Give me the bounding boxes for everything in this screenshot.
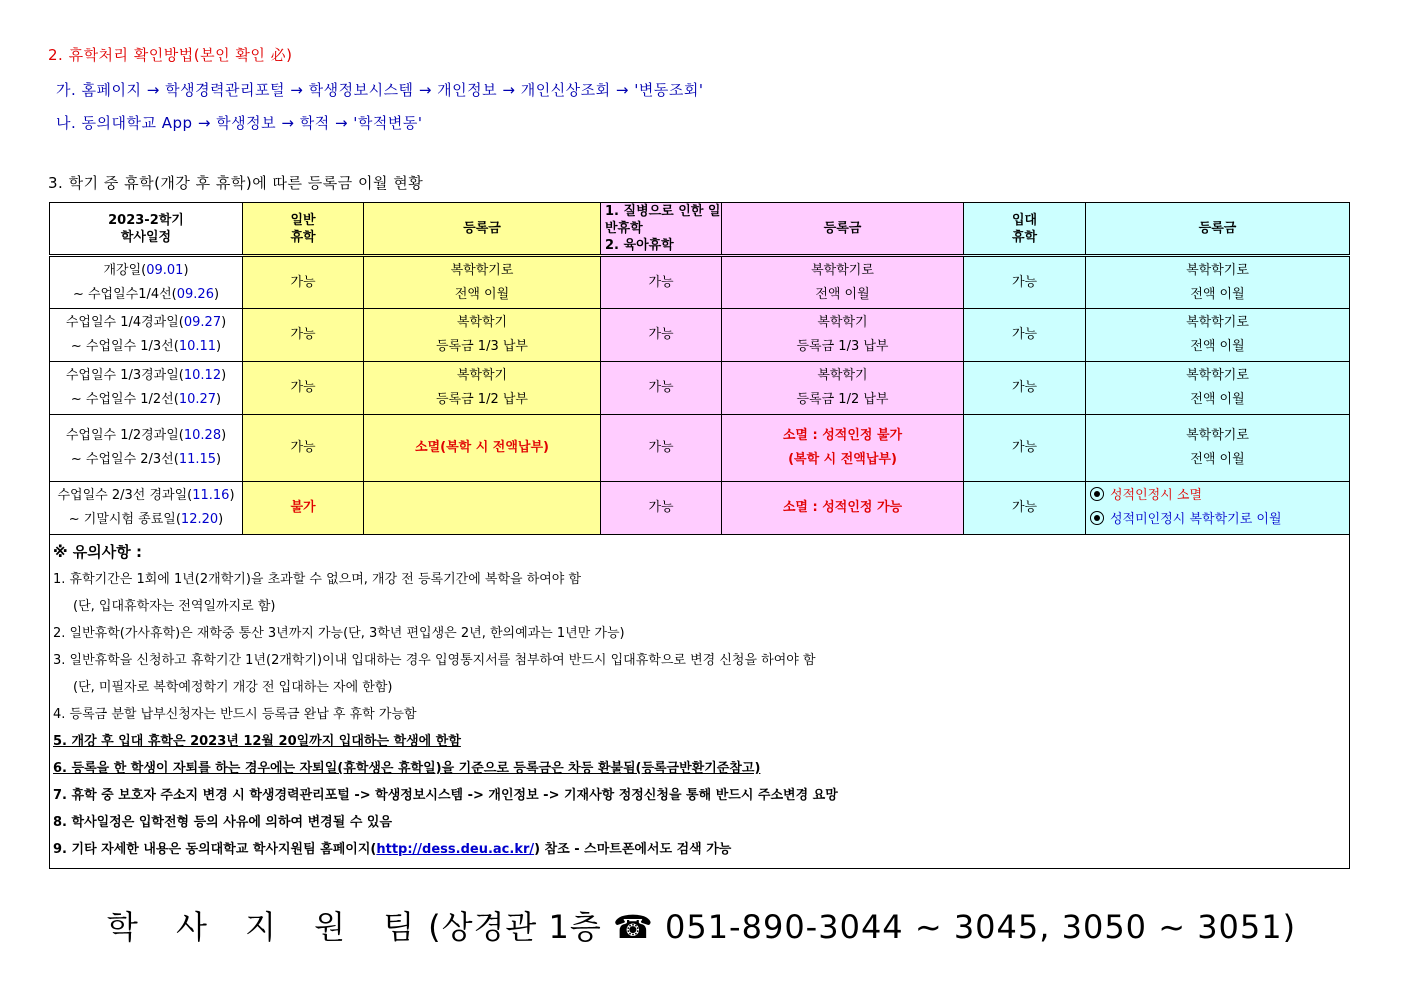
illness-fee-cell: 복학학기 등록금 1/2 납부 <box>722 362 964 415</box>
schedule-cell: 수업일수 1/4경과일(09.27) ~ 수업일수 1/3선(10.11) <box>50 309 243 362</box>
illness-fee-cell: 소멸 : 성적인정 가능 <box>722 482 964 535</box>
note-item: 2. 일반휴학(가사휴학)은 재학중 통산 3년까지 가능(단, 3학년 편입생은 2년, 한의예과는 1년만 가능) <box>53 626 625 641</box>
note-item: 6. 등록을 한 학생이 자퇴를 하는 경우에는 자퇴일(휴학생은 휴학일)을 기준으로 등록금은 차등 환불됨(등록금반환기준참고) <box>53 761 761 776</box>
general-leave-cell: 가능 <box>243 256 364 309</box>
military-fee-cell: 성적인정시 소멸 성적미인정시 복학학기로 이월 <box>1086 482 1350 535</box>
table-row <box>50 362 1350 415</box>
schedule-cell: 수업일수 1/3경과일(10.12) ~ 수업일수 1/2선(10.27) <box>50 362 243 415</box>
note-item: 4. 등록금 분할 납부신청자는 반드시 등록금 완납 후 휴학 가능함 <box>53 707 417 722</box>
schedule-cell: 수업일수 1/2경과일(10.28) ~ 수업일수 2/3선(11.15) <box>50 415 243 482</box>
radio-bullet-icon <box>1090 487 1104 501</box>
section3-title: 3. 학기 중 휴학(개강 후 휴학)에 따른 등록금 이월 현황 <box>48 174 424 192</box>
schedule-cell: 개강일(09.01) ~ 수업일수1/4선(09.26) <box>50 256 243 309</box>
header-illness-fee: 등록금 <box>722 203 964 256</box>
military-leave-cell: 가능 <box>964 256 1086 309</box>
tuition-carryover-table <box>49 202 1350 869</box>
illness-leave-cell: 가능 <box>601 309 722 362</box>
notes-row <box>50 535 1350 869</box>
note-item: 9. 기타 자세한 내용은 동의대학교 학사지원팀 홈페이지(http://dess.deu.ac.kr/) 참조 - 스마트폰에서도 검색 가능 <box>53 842 732 857</box>
military-fee-cell: 복학학기로 전액 이월 <box>1086 256 1350 309</box>
note-item: (단, 입대휴학자는 전역일까지로 함) <box>73 599 276 614</box>
note-item: 5. 개강 후 입대 휴학은 2023년 12월 20일까지 입대하는 학생에 한함 <box>53 734 461 749</box>
note-item: 3. 일반휴학을 신청하고 휴학기간 1년(2개학기)이내 입대하는 경우 입영통지서를 첨부하여 반드시 입대휴학으로 변경 신청을 하여야 함 <box>53 653 816 668</box>
header-military-fee: 등록금 <box>1086 203 1350 256</box>
illness-fee-cell: 복학학기로 전액 이월 <box>722 256 964 309</box>
header-illness-leave: 1. 질병으로 인한 일반휴학 2. 육아휴학 <box>601 203 722 256</box>
radio-bullet-icon <box>1090 511 1104 525</box>
military-fee-cell: 복학학기로 전액 이월 <box>1086 309 1350 362</box>
note-item: 1. 휴학기간은 1회에 1년(2개학기)을 초과할 수 없으며, 개강 전 등록기간에 복학을 하여야 함 <box>53 572 582 587</box>
note-item: 8. 학사일정은 입학전형 등의 사유에 의하여 변경될 수 있음 <box>53 815 393 830</box>
table-row <box>50 256 1350 309</box>
illness-leave-cell: 가능 <box>601 415 722 482</box>
homepage-path: 가. 홈페이지 → 학생경력관리포털 → 학생정보시스템 → 개인정보 → 개인신상조회 → '변동조회' <box>56 81 704 99</box>
general-fee-cell <box>364 482 601 535</box>
homepage-link[interactable]: http://dess.deu.ac.kr/ <box>376 842 535 857</box>
general-fee-cell: 소멸(복학 시 전액납부) <box>364 415 601 482</box>
notes-heading: ※ 유의사항 : <box>53 543 142 561</box>
header-military-leave: 입대 휴학 <box>964 203 1086 256</box>
general-fee-cell: 복학학기 등록금 1/2 납부 <box>364 362 601 415</box>
illness-leave-cell: 가능 <box>601 256 722 309</box>
military-leave-cell: 가능 <box>964 415 1086 482</box>
table-row <box>50 482 1350 535</box>
illness-fee-cell: 복학학기 등록금 1/3 납부 <box>722 309 964 362</box>
general-leave-cell: 불가 <box>243 482 364 535</box>
note-item: 7. 휴학 중 보호자 주소지 변경 시 학생경력관리포털 -> 학생정보시스템 -> 개인정보 -> 기재사항 정정신청을 통해 반드시 주소변경 요망 <box>53 788 838 803</box>
schedule-cell: 수업일수 2/3선 경과일(11.16) ~ 기말시험 종료일(12.20) <box>50 482 243 535</box>
table-row <box>50 309 1350 362</box>
illness-leave-cell: 가능 <box>601 482 722 535</box>
header-schedule: 2023-2학기 학사일정 <box>50 203 243 256</box>
military-leave-cell: 가능 <box>964 309 1086 362</box>
military-fee-cell: 복학학기로 전액 이월 <box>1086 415 1350 482</box>
general-leave-cell: 가능 <box>243 415 364 482</box>
general-fee-cell: 복학학기로 전액 이월 <box>364 256 601 309</box>
military-leave-cell: 가능 <box>964 362 1086 415</box>
table-header-row <box>50 203 1350 256</box>
notes-cell <box>50 535 1350 869</box>
general-leave-cell: 가능 <box>243 309 364 362</box>
military-fee-cell: 복학학기로 전액 이월 <box>1086 362 1350 415</box>
app-path: 나. 동의대학교 App → 학생정보 → 학적 → '학적변동' <box>56 114 423 132</box>
military-leave-cell: 가능 <box>964 482 1086 535</box>
header-general-fee: 등록금 <box>364 203 601 256</box>
general-leave-cell: 가능 <box>243 362 364 415</box>
note-item: (단, 미필자로 복학예정학기 개강 전 입대하는 자에 한함) <box>73 680 393 695</box>
table-row <box>50 415 1350 482</box>
general-fee-cell: 복학학기 등록금 1/3 납부 <box>364 309 601 362</box>
illness-leave-cell: 가능 <box>601 362 722 415</box>
section2-title: 2. 휴학처리 확인방법(본인 확인 必) <box>48 46 293 64</box>
illness-fee-cell: 소멸 : 성적인정 불가 (복학 시 전액납부) <box>722 415 964 482</box>
contact-footer: 학 사 지 원 팀(상경관 1층 ☎ 051-890-3044 ~ 3045, 3050 ~ 3051) <box>106 908 1297 946</box>
header-general-leave: 일반 휴학 <box>243 203 364 256</box>
